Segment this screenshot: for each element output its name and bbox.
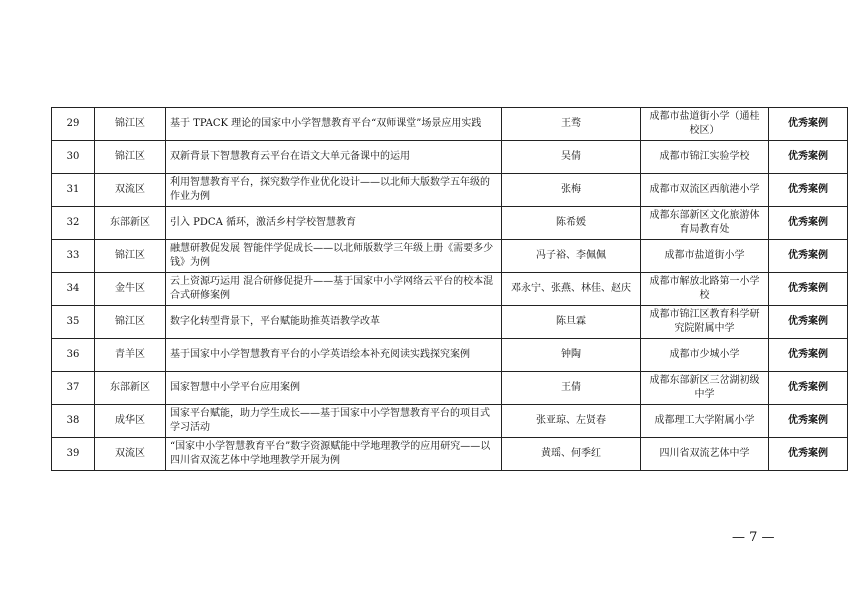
- row-number: 33: [52, 240, 95, 273]
- authors-cell: 陈旦霖: [502, 306, 641, 339]
- case-title-cell: 国家平台赋能，助力学生成长——基于国家中小学智慧教育平台的项目式学习活动: [166, 405, 502, 438]
- school-cell: 成都市少城小学: [641, 339, 769, 372]
- school-cell: 成都市锦江区教育科学研究院附属中学: [641, 306, 769, 339]
- table-row: [52, 405, 848, 438]
- table-row: [52, 174, 848, 207]
- case-title-cell: 基于国家中小学智慧教育平台的小学英语绘本补充阅读实践探究案例: [166, 339, 502, 372]
- district-cell: 锦江区: [95, 141, 166, 174]
- school-cell: 成都市盐道街小学: [641, 240, 769, 273]
- row-number: 32: [52, 207, 95, 240]
- authors-cell: 邓永宁、张燕、林佳、赵庆: [502, 273, 641, 306]
- row-number: 31: [52, 174, 95, 207]
- district-cell: 金牛区: [95, 273, 166, 306]
- award-cell: 优秀案例: [769, 438, 848, 471]
- row-number: 34: [52, 273, 95, 306]
- authors-cell: 吴倩: [502, 141, 641, 174]
- district-cell: 锦江区: [95, 108, 166, 141]
- table-row: [52, 372, 848, 405]
- award-cell: 优秀案例: [769, 306, 848, 339]
- award-cell: 优秀案例: [769, 405, 848, 438]
- district-cell: 青羊区: [95, 339, 166, 372]
- row-number: 36: [52, 339, 95, 372]
- case-title-cell: 云上资源巧运用 混合研修促提升——基于国家中小学网络云平台的校本混合式研修案例: [166, 273, 502, 306]
- district-cell: 双流区: [95, 438, 166, 471]
- row-number: 29: [52, 108, 95, 141]
- school-cell: 四川省双流艺体中学: [641, 438, 769, 471]
- row-number: 38: [52, 405, 95, 438]
- case-title-cell: 国家智慧中小学平台应用案例: [166, 372, 502, 405]
- award-cell: 优秀案例: [769, 339, 848, 372]
- award-cell: 优秀案例: [769, 174, 848, 207]
- table-row: [52, 240, 848, 273]
- district-cell: 东部新区: [95, 372, 166, 405]
- school-cell: 成都市双流区西航港小学: [641, 174, 769, 207]
- table-body: [52, 108, 848, 471]
- page-number: — 7 —: [732, 530, 775, 545]
- school-cell: 成都市解放北路第一小学校: [641, 273, 769, 306]
- award-cell: 优秀案例: [769, 108, 848, 141]
- case-title-cell: 利用智慧教育平台，探究数学作业优化设计——以北师大版数学五年级的作业为例: [166, 174, 502, 207]
- school-cell: 成都理工大学附属小学: [641, 405, 769, 438]
- award-cell: 优秀案例: [769, 273, 848, 306]
- award-cell: 优秀案例: [769, 141, 848, 174]
- case-title-cell: “国家中小学智慧教育平台”数字资源赋能中学地理教学的应用研究——以四川省双流艺体中学地理教学开展为例: [166, 438, 502, 471]
- authors-cell: 张梅: [502, 174, 641, 207]
- table-row: [52, 207, 848, 240]
- award-cell: 优秀案例: [769, 207, 848, 240]
- school-cell: 成都市盐道街小学（通桂校区）: [641, 108, 769, 141]
- district-cell: 锦江区: [95, 240, 166, 273]
- authors-cell: 钟陶: [502, 339, 641, 372]
- table-row: [52, 273, 848, 306]
- cases-table: [51, 107, 848, 471]
- table-row: [52, 141, 848, 174]
- authors-cell: 冯子裕、李佩佩: [502, 240, 641, 273]
- row-number: 35: [52, 306, 95, 339]
- school-cell: 成都东部新区三岔湖初级中学: [641, 372, 769, 405]
- school-cell: 成都市锦江实验学校: [641, 141, 769, 174]
- authors-cell: 陈希媛: [502, 207, 641, 240]
- row-number: 30: [52, 141, 95, 174]
- row-number: 37: [52, 372, 95, 405]
- award-cell: 优秀案例: [769, 372, 848, 405]
- authors-cell: 黄瑶、何季红: [502, 438, 641, 471]
- table-row: [52, 339, 848, 372]
- case-title-cell: 基于 TPACK 理论的国家中小学智慧教育平台“双师课堂”场景应用实践: [166, 108, 502, 141]
- district-cell: 锦江区: [95, 306, 166, 339]
- school-cell: 成都东部新区文化旅游体育局教育处: [641, 207, 769, 240]
- table-row: [52, 306, 848, 339]
- case-title-cell: 融慧研教促发展 智能伴学促成长——以北师版数学三年级上册《需要多少钱》为例: [166, 240, 502, 273]
- district-cell: 东部新区: [95, 207, 166, 240]
- case-title-cell: 双新背景下智慧教育云平台在语文大单元备课中的运用: [166, 141, 502, 174]
- award-cell: 优秀案例: [769, 240, 848, 273]
- table-row: [52, 108, 848, 141]
- district-cell: 双流区: [95, 174, 166, 207]
- authors-cell: 王倩: [502, 372, 641, 405]
- case-title-cell: 引入 PDCA 循环，激活乡村学校智慧教育: [166, 207, 502, 240]
- district-cell: 成华区: [95, 405, 166, 438]
- table-row: [52, 438, 848, 471]
- authors-cell: 王骛: [502, 108, 641, 141]
- row-number: 39: [52, 438, 95, 471]
- authors-cell: 张亚琼、左贤春: [502, 405, 641, 438]
- case-title-cell: 数字化转型背景下，平台赋能助推英语教学改革: [166, 306, 502, 339]
